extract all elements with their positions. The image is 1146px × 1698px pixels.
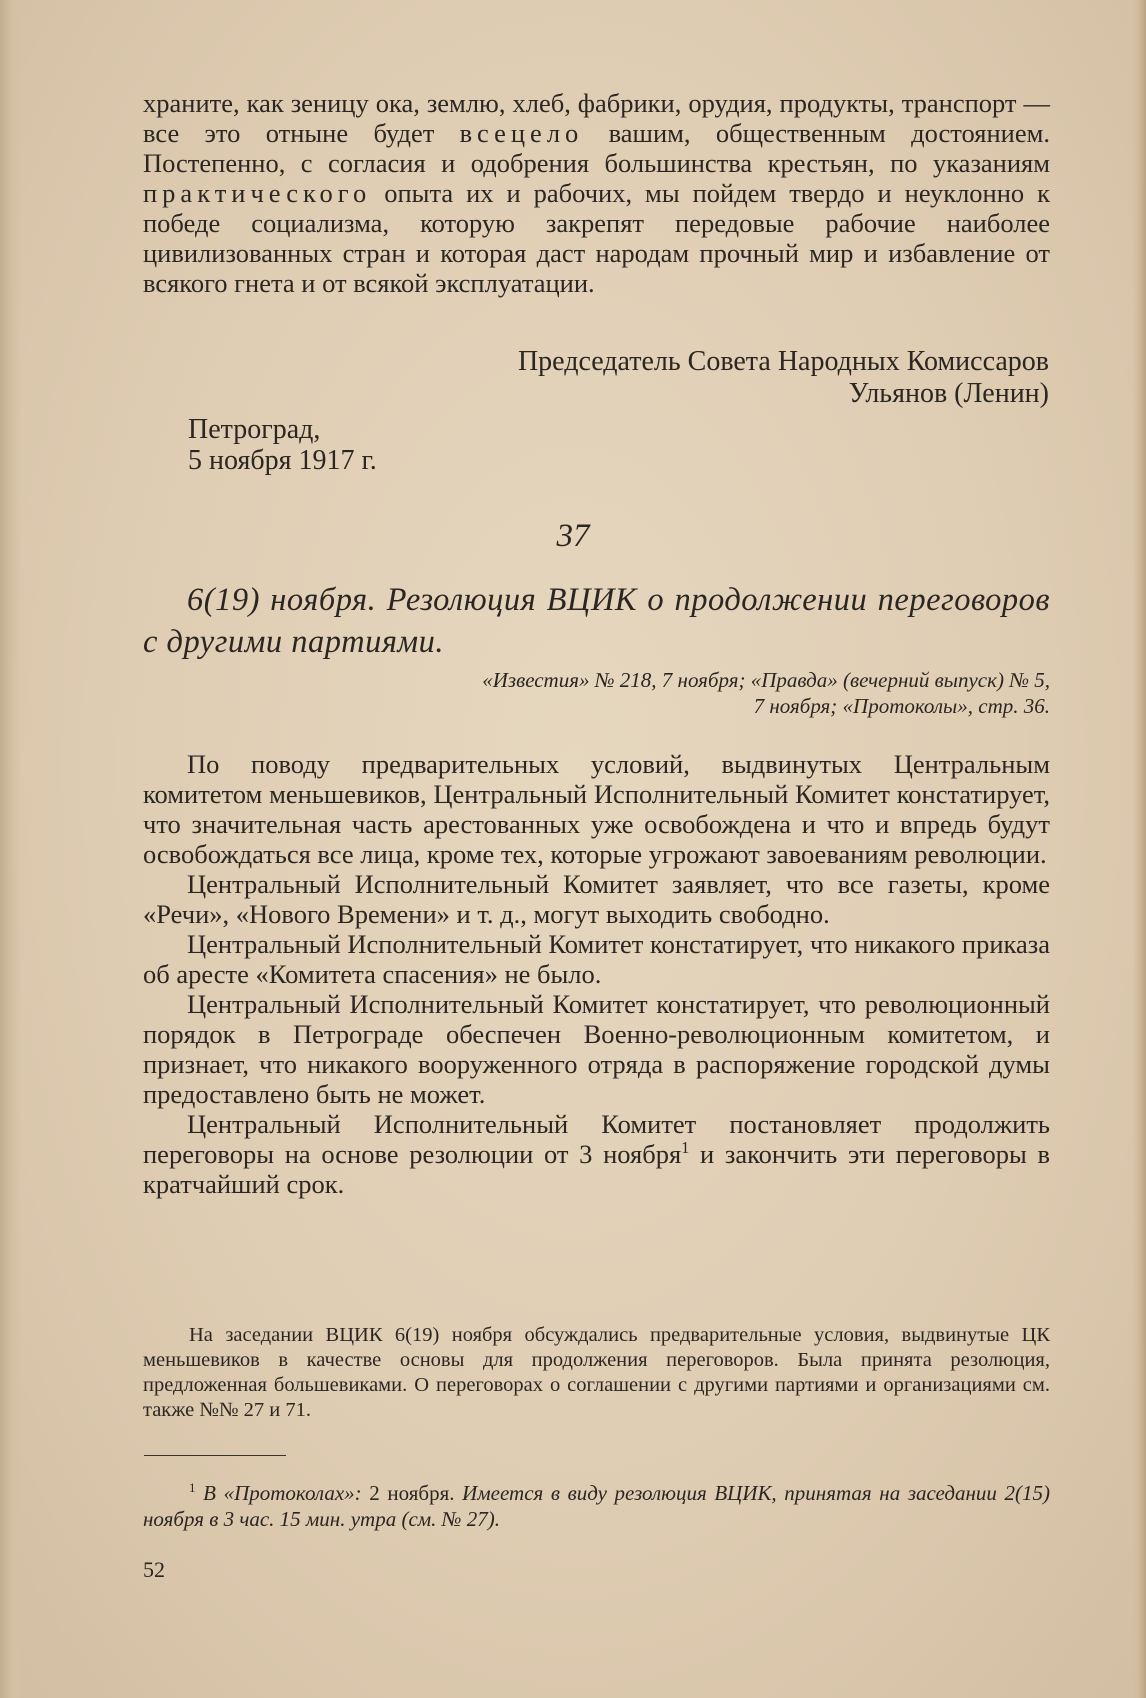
page-edge-left <box>0 0 22 1698</box>
emphasis-spaced: практического <box>143 178 372 208</box>
resolution-paragraph: По поводу предварительных условий, выдвинутых Центральным комитетом меньшевиков, Центральный Исполнительный Комитет констатирует, что значительная часть арестованных уже освобождена и что и впредь будут освобождаться все лица, кроме тех, которые угрожают завоеваниям революции. <box>143 749 1050 869</box>
resolution-paragraph: Центральный Исполнительный Комитет заявляет, что все газеты, кроме «Речи», «Нового Времени» и т. д., могут выходить свободно. <box>143 869 1050 929</box>
resolution-paragraph: Центральный Исполнительный Комитет констатирует, что революционный порядок в Петрограде обеспечен Военно-революционным комитетом, и признает, что никакого вооруженного отряда в распоряжение городской думы предоставлено быть не может. <box>143 989 1050 1109</box>
resolution-paragraph: Центральный Исполнительный Комитет констатирует, что никакого приказа об аресте «Комитета спасения» не было. <box>143 929 1050 989</box>
signature-block <box>518 346 1049 410</box>
resolution-text <box>143 749 1050 1199</box>
top-paragraph: храните, как зеницу ока, землю, хлеб, фабрики, орудия, продукты, транспорт — все это отныне будет всецело вашим, общественным достоянием. Постепенно, с согласия и одобрения большинства крестьян, по указаниям практического опыта их и рабочих, мы пойдем твердо и неуклонно к победе социализма, которую закрепят передовые рабочие наиболее цивилизованных стран и которая даст народам прочный мир и избавление от всякого гнета и от всякой эксплуатации. <box>143 88 1050 298</box>
document-number: 37 <box>556 518 590 554</box>
date: 5 ноября 1917 г. <box>188 445 377 476</box>
source-line-2: 7 ноября; «Протоколы», стр. 36. <box>753 694 1050 718</box>
footnote-divider <box>144 1455 286 1456</box>
source-line-1: «Известия» № 218, 7 ноября; «Правда» (вечерний выпуск) № 5, <box>482 668 1050 692</box>
place-date-block <box>188 414 377 476</box>
resolution-paragraph: Центральный Исполнительный Комитет постановляет продолжить переговоры на основе резолюции от 3 ноября$^1$ и закончить эти переговоры в кратчайший срок. <box>143 1109 1050 1199</box>
source-citation <box>143 667 1050 719</box>
document-title: 6(19) ноября. Резолюция ВЦИК о продолжении переговоров с другими партиями. <box>143 582 1050 660</box>
footnote-mark: 1 <box>189 1480 196 1495</box>
place: Петроград, <box>188 414 321 445</box>
emphasis-spaced: всецело <box>459 118 584 148</box>
page-number: 52 <box>143 1557 165 1582</box>
signatory-name: Ульянов (Ленин) <box>848 378 1049 409</box>
footnote: $^1$ В «Протоколах»: 2 ноября. Имеется в виду резолюция ВЦИК, принятая на заседании 2(15) ноября в 3 час. 15 мин. утра (см. № 27). <box>143 1480 1050 1531</box>
editorial-note: На заседании ВЦИК 6(19) ноября обсуждались предварительные условия, выдвинутые ЦК меньшевиков в качестве основы для продолжения переговоров. Была принята резолюция, предложенная большевиками. О переговорах о соглашении с другими партиями и организациями см. также №№ 27 и 71. <box>143 1324 1050 1421</box>
signatory-position: Председатель Совета Народных Комиссаров <box>517 346 1049 377</box>
footnote-reference: 1 <box>681 1138 690 1158</box>
page-edge-right <box>1132 0 1146 1698</box>
